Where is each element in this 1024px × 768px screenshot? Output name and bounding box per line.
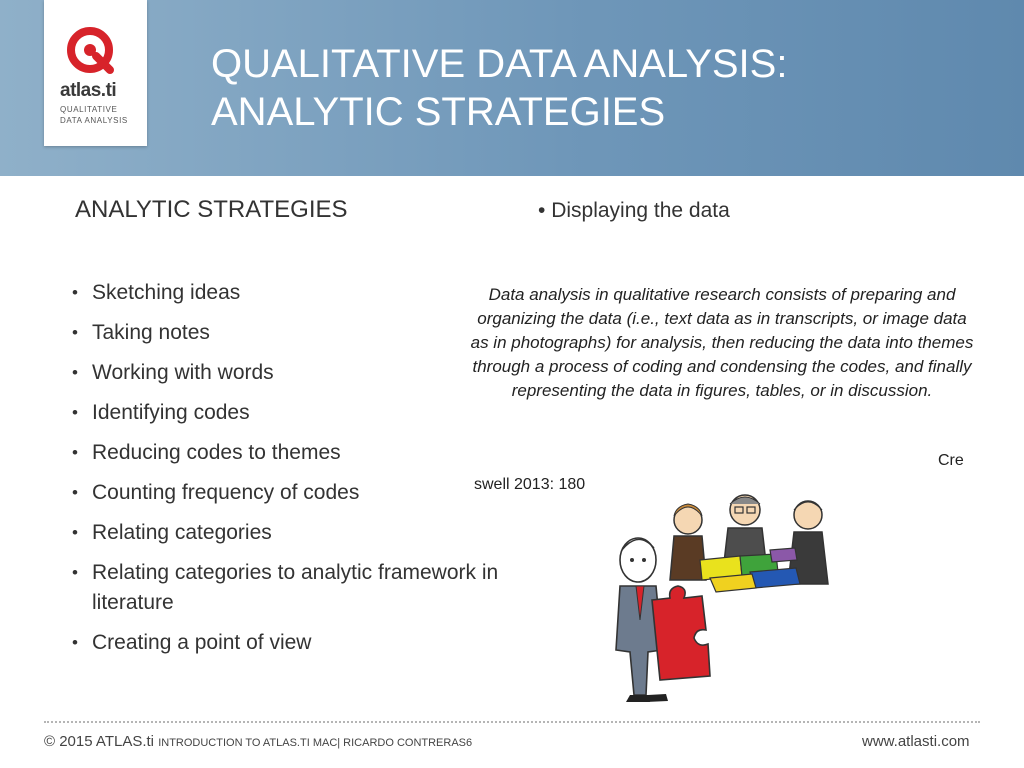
atlasti-logo bbox=[44, 0, 147, 146]
strategy-item: • Relating categories to analytic framework in literature bbox=[72, 558, 542, 618]
footer-copyright bbox=[44, 733, 472, 750]
bullet-icon: • bbox=[538, 199, 552, 222]
atlasti-logo-icon bbox=[66, 26, 114, 74]
logo-tagline-line2: DATA ANALYSIS bbox=[60, 116, 128, 125]
strategy-item: • Relating categories bbox=[72, 518, 552, 548]
strategy-item: • Counting frequency of codes bbox=[72, 478, 552, 508]
logo-tagline bbox=[60, 104, 128, 126]
logo-wordmark: atlas.ti bbox=[60, 80, 117, 101]
strategy-item: • Taking notes bbox=[72, 318, 552, 348]
right-heading-text: Displaying the data bbox=[551, 199, 730, 222]
slide-header bbox=[0, 0, 1024, 176]
definition-quote: Data analysis in qualitative research consists of preparing and organizing the data (i.e., text data as in transcripts, or image data as in photographs) for analysis, then reducing the data into themes through a process of coding and condensing the codes, and finally representing the data in figures, tables, or in discussion. bbox=[470, 285, 974, 400]
citation-part1: Cre bbox=[938, 452, 964, 469]
slide-title bbox=[211, 40, 1001, 136]
footer-website-link[interactable]: www.atlasti.com bbox=[862, 733, 970, 750]
left-heading: ANALYTIC STRATEGIES bbox=[75, 196, 348, 223]
logo-tagline-line1: QUALITATIVE bbox=[60, 105, 118, 114]
footer-course: INTRODUCTION TO ATLAS.TI MAC| RICARDO CONTRERAS bbox=[158, 737, 467, 749]
strategy-item: • Working with words bbox=[72, 358, 552, 388]
strategy-item: • Identifying codes bbox=[72, 398, 552, 428]
footer-divider bbox=[44, 721, 980, 723]
footer-page-number: 6 bbox=[466, 737, 473, 749]
strategy-item: • Sketching ideas bbox=[72, 278, 552, 308]
slide-title-line2: ANALYTIC STRATEGIES bbox=[211, 90, 666, 134]
slide-title-line1: QUALITATIVE DATA ANALYSIS: bbox=[211, 42, 788, 86]
right-heading bbox=[538, 199, 730, 223]
strategy-item: • Creating a point of view bbox=[72, 628, 552, 658]
people-assembling-puzzle-illustration bbox=[590, 480, 850, 710]
citation-part2: swell 2013: 180 bbox=[474, 476, 586, 493]
strategy-item: • Reducing codes to themes bbox=[72, 438, 552, 468]
footer-copyright-text: © 2015 ATLAS.ti bbox=[44, 733, 155, 750]
red-puzzle-piece bbox=[652, 586, 710, 680]
